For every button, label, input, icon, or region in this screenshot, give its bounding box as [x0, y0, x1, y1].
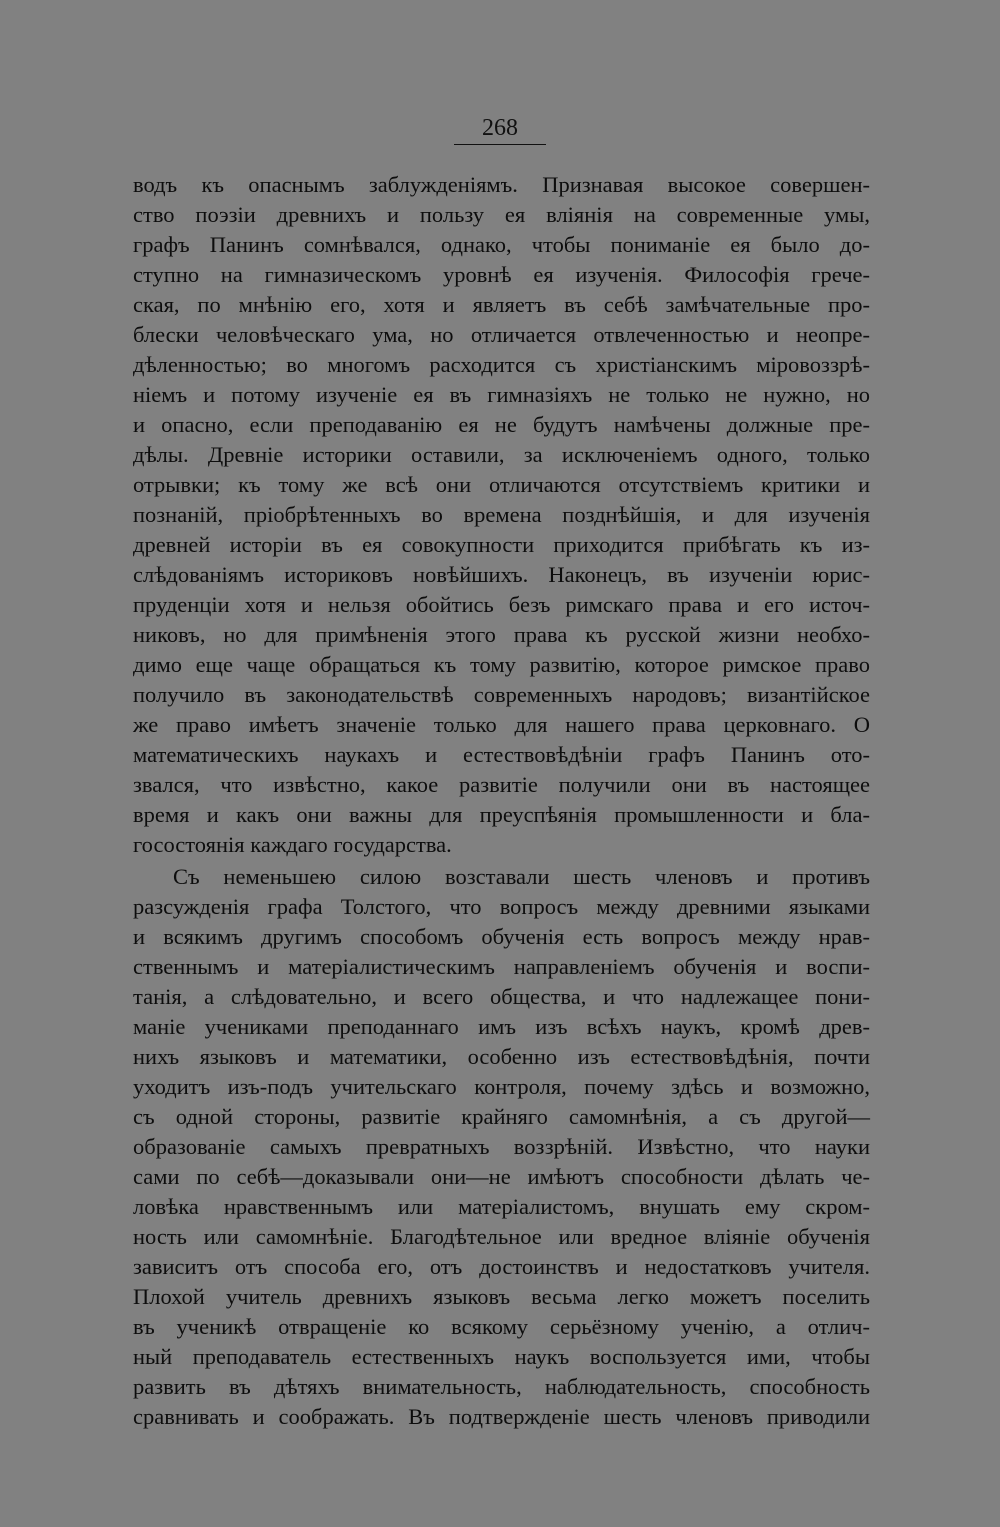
- text-line: Плохой учитель древнихъ языковъ весьма легко можетъ поселить: [133, 1284, 870, 1309]
- page-number: 268: [454, 114, 546, 145]
- text-line: графъ Панинъ сомнѣвался, однако, чтобы пониманіе ея было до-: [133, 232, 870, 257]
- text-line: разсужденія графа Толстого, что вопросъ между древними языками: [133, 894, 870, 919]
- text-line: въ ученикѣ отвращеніе ко всякому серьёзному ученію, а отлич-: [133, 1314, 870, 1339]
- text-line: сравнивать и соображать. Въ подтвержденіе шесть членовъ приводили: [133, 1404, 870, 1429]
- text-line: ный преподаватель естественныхъ наукъ воспользуется ими, чтобы: [133, 1344, 870, 1369]
- text-line: съ одной стороны, развитіе крайняго самомнѣнія, а съ другой—: [133, 1104, 870, 1129]
- text-line: дѣлы. Древніе историки оставили, за исключеніемъ одного, только: [133, 442, 870, 467]
- text-line: ность или самомнѣніе. Благодѣтельное или вредное вліяніе обученія: [133, 1224, 870, 1249]
- text-line: зависитъ отъ способа его, отъ достоинствъ и недостатковъ учителя.: [133, 1254, 870, 1279]
- text-line: и опасно, если преподаванію ея не будутъ намѣчены должные пре-: [133, 412, 870, 437]
- text-line: Съ неменьшею силою возставали шесть членовъ и противъ: [173, 864, 870, 889]
- text-line: блески человѣческаго ума, но отличается отвлеченностью и неопре-: [133, 322, 870, 347]
- text-line: древней исторіи въ ея совокупности приходится прибѣгать къ из-: [133, 532, 870, 557]
- text-line: образованіе самыхъ превратныхъ воззрѣній. Извѣстно, что науки: [133, 1134, 870, 1159]
- text-line: ство поэзіи древнихъ и пользу ея вліянія на современные умы,: [133, 202, 870, 227]
- text-line: нихъ языковъ и математики, особенно изъ естествовѣдѣнія, почти: [133, 1044, 870, 1069]
- text-line: пруденціи хотя и нельзя обойтись безъ римскаго права и его источ-: [133, 592, 870, 617]
- text-line: ственнымъ и матеріалистическимъ направленіемъ обученія и воспи-: [133, 954, 870, 979]
- text-line: дѣленностью; во многомъ расходится съ христіанскимъ міровоззрѣ-: [133, 352, 870, 377]
- text-line: получило въ законодательствѣ современныхъ народовъ; византійское: [133, 682, 870, 707]
- body-text: [133, 170, 870, 1432]
- text-line: никовъ, но для примѣненія этого права къ русской жизни необхо-: [133, 622, 870, 647]
- text-line: развить въ дѣтяхъ внимательность, наблюдательность, способность: [133, 1374, 870, 1399]
- text-line: танія, а слѣдовательно, и всего общества, и что надлежащее пони-: [133, 984, 870, 1009]
- page-header: [0, 114, 1000, 145]
- text-line: уходитъ изъ-подъ учительскаго контроля, почему здѣсь и возможно,: [133, 1074, 870, 1099]
- text-line: ловѣка нравственнымъ или матеріалистомъ, внушать ему скром-: [133, 1194, 870, 1219]
- text-line: водъ къ опаснымъ заблужденіямъ. Признавая высокое совершен-: [133, 172, 870, 197]
- text-line: димо еще чаще обращаться къ тому развитію, которое римское право: [133, 652, 870, 677]
- paragraph-2: [133, 862, 870, 1432]
- text-line: ніемъ и потому изученіе ея въ гимназіяхъ не только не нужно, но: [133, 382, 870, 407]
- text-line: же право имѣетъ значеніе только для нашего права церковнаго. О: [133, 712, 870, 737]
- text-line: отрывки; къ тому же всѣ они отличаются отсутствіемъ критики и: [133, 472, 870, 497]
- text-line: ская, по мнѣнію его, хотя и являетъ въ себѣ замѣчательные про-: [133, 292, 870, 317]
- text-line: сами по себѣ—доказывали они—не имѣютъ способности дѣлать че-: [133, 1164, 870, 1189]
- text-line: математическихъ наукахъ и естествовѣдѣніи графъ Панинъ ото-: [133, 742, 870, 767]
- text-line: госостоянія каждаго государства.: [133, 832, 452, 857]
- text-line: слѣдованіямъ историковъ новѣйшихъ. Наконецъ, въ изученіи юрис-: [133, 562, 870, 587]
- paragraph-1: [133, 170, 870, 860]
- text-line: время и какъ они важны для преуспѣянія промышленности и бла-: [133, 802, 870, 827]
- text-line: познаній, пріобрѣтенныхъ во времена позднѣйшія, и для изученія: [133, 502, 870, 527]
- text-line: ступно на гимназическомъ уровнѣ ея изученія. Философія грече-: [133, 262, 870, 287]
- text-line: звался, что извѣстно, какое развитіе получили они въ настоящее: [133, 772, 870, 797]
- text-line: и всякимъ другимъ способомъ обученія есть вопросъ между нрав-: [133, 924, 870, 949]
- text-line: маніе учениками преподаннаго имъ изъ всѣхъ наукъ, кромѣ древ-: [133, 1014, 870, 1039]
